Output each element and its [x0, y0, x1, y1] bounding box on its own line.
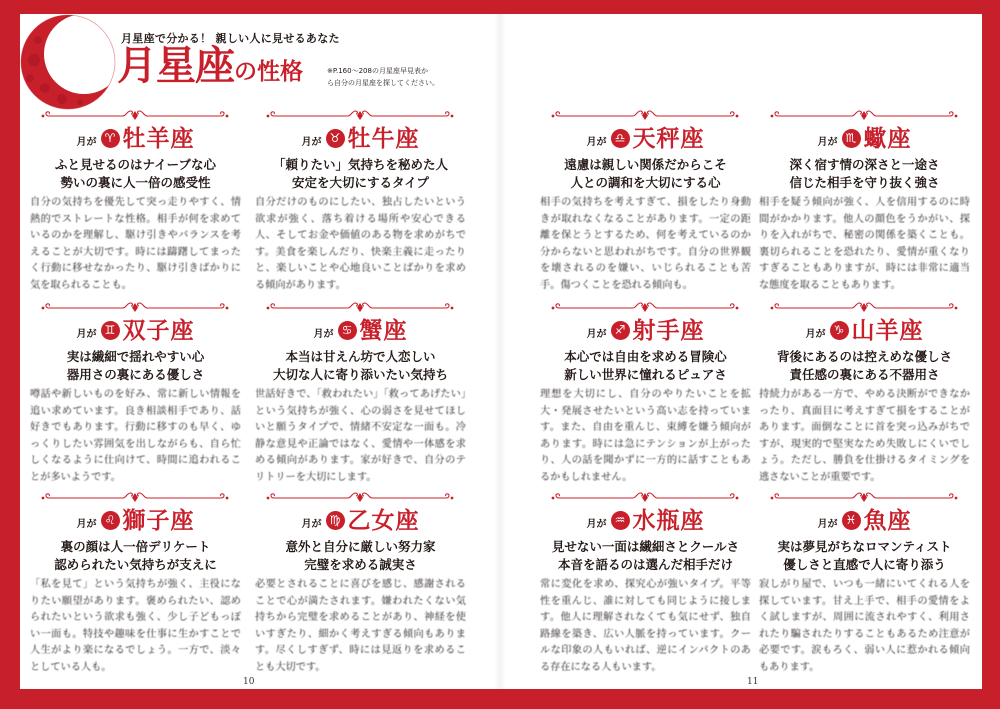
sign-card-libra [538, 106, 753, 296]
sign-description: 世話好きで、「救われたい」「救ってあげたい」という気持ちが強く、心の弱さを見せてほしいと願うタイプで、情緒不安定な一面も。冷静な意見や正論ではなく、愛情や一体感を求める傾向があります。家が好きで、自分のテリトリーを大切にします。 [255, 389, 466, 483]
heading-line-1: ふと見せるのはナイーブな心 [54, 157, 216, 172]
sign-description: 理想を大切にし、自分のやりたいことを拡大・発展させたいという高い志を持っています。また、自由を重んじ、束縛を嫌う傾向があります。時には急にテンションが上がったり、人の話を聞かずに一方的に話すこともあるかもしれません。 [540, 389, 751, 483]
heading-line-1: 背後にあるのは控えめな優しさ [776, 349, 952, 364]
sign-card-gemini [28, 298, 243, 488]
moon-prefix: 月が [586, 519, 607, 530]
sign-card-cancer [253, 298, 468, 488]
heading-line-1: 実は繊細で揺れやすい心 [66, 349, 205, 364]
virgo-symbol-icon: ♍ [326, 511, 345, 530]
sign-card-sagittarius [538, 298, 753, 488]
sign-name: 蠍座 [863, 124, 912, 152]
sign-card-aquarius [538, 488, 753, 678]
sign-card-pisces [757, 488, 972, 678]
sign-heading [538, 156, 753, 192]
reference-note-line-1: ※P.160～208の月星座早見表か [327, 67, 428, 75]
sign-description: 必要とされることに喜びを感じ、感謝されることで心が満たされます。嫌われたくない気持ちから完璧を求めることがあり、神経を使いすぎたり、細かく考えすぎる傾向もあります。尽くしすぎず、時には見返りを求めることも大切です。 [255, 579, 466, 673]
heading-line-2: 人との調和を大切にする心 [570, 175, 721, 190]
ornament-divider [40, 298, 230, 314]
heading-line-1: 裏の顔は人一倍デリケート [60, 539, 211, 554]
sign-card-virgo [253, 488, 468, 678]
ornament-divider [40, 106, 230, 122]
heading-line-2: 安定を大切にするタイプ [292, 175, 429, 190]
moon-prefix: 月が [301, 137, 322, 148]
reference-note-line-2: ら自分の月星座を探してください。 [327, 79, 439, 87]
moon-prefix: 月が [313, 329, 334, 340]
sign-card-leo [28, 488, 243, 678]
ornament-divider [769, 298, 959, 314]
heading-line-2: 認められたい気持ちが支えに [54, 557, 217, 572]
heading-line-1: 遠慮は親しい関係だからこそ [564, 157, 727, 172]
ornament-divider [550, 298, 740, 314]
sign-description: 相手の気持ちを考えすぎて、損をしたり身動きが取れなくなることがあります。一定の距離を保とうとするため、何を考えているのか分からないと思われがちです。自分の世界観を壊されるのを嫌い、いじられることも苦手。傷つくことを恐れる傾向も。 [540, 197, 751, 291]
sign-name: 蟹座 [359, 316, 408, 344]
page-title-sub: の性格 [234, 58, 303, 85]
sign-title [538, 124, 753, 152]
heading-line-2: 大切な人に寄り添いたい気持ち [272, 367, 448, 382]
moon-prefix: 月が [76, 137, 97, 148]
sign-name: 牡羊座 [122, 124, 195, 152]
pisces-symbol-icon: ♓ [842, 511, 861, 530]
ornament-divider [550, 106, 740, 122]
capricorn-symbol-icon: ♑ [830, 321, 849, 340]
sign-title [538, 316, 753, 344]
sign-name: 山羊座 [851, 316, 924, 344]
page-title [117, 42, 303, 89]
sign-title [757, 316, 972, 344]
heading-line-2: 完璧を求める誠実さ [304, 557, 417, 572]
sign-description: 噂話や新しいものを好み、常に新しい情報を追い求めています。良き相談相手であり、話好きでもあります。行動に移すのも早く、ゆっくりしたい雰囲気を出しながらも、自ら忙しくなるように仕向けて、時間に追われることが多いようです。 [30, 389, 241, 483]
sign-heading [538, 538, 753, 574]
sign-description: 「私を見て」という気持ちが強く、主役になりたい願望があります。褒められたい、認められたいという欲求も強く、少し子どもっぽい一面も。特技や趣味を仕事に生かすことで人生がより楽になるでしょう。一方で、淡々としている人も。 [30, 579, 241, 673]
heading-line-2: 勢いの裏に人一倍の感受性 [60, 175, 211, 190]
cancer-symbol-icon: ♋ [338, 321, 357, 340]
sign-name: 乙女座 [347, 506, 420, 534]
aries-symbol-icon: ♈ [101, 129, 120, 148]
sign-heading [28, 348, 243, 384]
sign-card-scorpio [757, 106, 972, 296]
heading-line-1: 実は夢見がちなロマンティスト [777, 539, 952, 554]
moon-prefix: 月が [586, 329, 607, 340]
sign-title [28, 124, 243, 152]
sign-heading [538, 348, 753, 384]
moon-prefix: 月が [805, 329, 826, 340]
sign-name: 双子座 [122, 316, 195, 344]
moon-prefix: 月が [817, 137, 838, 148]
moon-prefix: 月が [301, 519, 322, 530]
heading-line-2: 優しさと直感で人に寄り添う [783, 557, 946, 572]
sign-title [253, 124, 468, 152]
sign-heading [253, 538, 468, 574]
sign-card-capricorn [757, 298, 972, 488]
aquarius-symbol-icon: ♒ [611, 511, 630, 530]
sign-name: 水瓶座 [632, 506, 705, 534]
sign-description: 寂しがり屋で、いつも一緒にいてくれる人を探しています。甘え上手で、相手の愛情をよく試しますが、周囲に流されやすく、利用されたり騙されたりすることもあるため注意が必要です。涙もろく、弱い人に惹かれる傾向もあります。 [759, 579, 970, 673]
sign-heading [757, 156, 972, 192]
sign-description: 持続力がある一方で、やめる決断ができなかったり、真面目に考えすぎて損をすることがあります。面倒なことに首を突っ込みがちですが、現実的で堅実なため失敗しにくいでしょう。ただし、勝負を仕掛けるタイミングを逃さないことが重要です。 [759, 389, 970, 483]
libra-symbol-icon: ♎ [611, 129, 630, 148]
gemini-symbol-icon: ♊ [101, 321, 120, 340]
heading-line-2: 責任感の裏にある不器用さ [789, 367, 940, 382]
ornament-divider [265, 106, 455, 122]
scorpio-symbol-icon: ♏ [842, 129, 861, 148]
sign-description: 常に変化を求め、探究心が強いタイプ。平等性を重んじ、誰に対しても同じように接します。他人に理解されなくても気にせず、独自路線を築き、広い人脈を持っています。クールな印象の人もいれば、逆にインパクトのある存在になる人もいます。 [540, 579, 751, 673]
page-number-left: 10 [243, 677, 255, 687]
sign-heading [757, 538, 972, 574]
ornament-divider [265, 488, 455, 504]
sign-heading [28, 538, 243, 574]
sign-title [28, 506, 243, 534]
sign-card-aries [28, 106, 243, 296]
heading-line-1: 本心では自由を求める冒険心 [564, 349, 727, 364]
heading-line-1: 見せない一面は繊細さとクールさ [551, 539, 740, 554]
sign-title [28, 316, 243, 344]
leo-symbol-icon: ♌ [101, 511, 120, 530]
sign-description: 自分だけのものにしたい、独占したいという欲求が強く、落ち着ける場所や安心できる人、そしてお金や価値のある物を求めがちです。美食を楽しんだり、快楽主義に走ったりと、楽しいことや心地良いことばかりを求める傾向があります。 [255, 197, 466, 291]
header-kicker: 月星座で分かる！ 親しい人に見せるあなた [121, 32, 340, 45]
sign-title [757, 506, 972, 534]
sign-name: 獅子座 [122, 506, 195, 534]
heading-line-1: 意外と自分に厳しい努力家 [285, 539, 436, 554]
ornament-divider [265, 298, 455, 314]
moon-prefix: 月が [76, 329, 97, 340]
sign-heading [757, 348, 972, 384]
heading-line-1: 本当は甘えん坊で人恋しい [285, 349, 436, 364]
ornament-divider [550, 488, 740, 504]
heading-line-1: 「頼りたい」気持ちを秘めた人 [272, 157, 448, 172]
ornament-divider [769, 106, 959, 122]
sign-heading [253, 348, 468, 384]
ornament-divider [769, 488, 959, 504]
page-title-main: 月星座 [117, 42, 234, 89]
sign-name: 射手座 [632, 316, 705, 344]
sign-name: 牡牛座 [347, 124, 420, 152]
sign-description: 相手を疑う傾向が強く、人を信用するのに時間がかかります。他人の顔色をうかがい、探りを入れがちで、秘密の関係を築くことも。裏切られることを恐れたり、愛情が重くなりすぎることもありますが、時には非常に適当な態度を取ることもあります。 [759, 197, 970, 291]
sign-title [253, 316, 468, 344]
moon-prefix: 月が [586, 137, 607, 148]
heading-line-1: 深く宿す情の深さと一途さ [789, 157, 940, 172]
sign-heading [28, 156, 243, 192]
ornament-divider [40, 488, 230, 504]
heading-line-2: 器用さの裏にある優しさ [66, 367, 205, 382]
sign-title [757, 124, 972, 152]
heading-line-2: 本音を語るのは選んだ相手だけ [557, 557, 733, 572]
sagittarius-symbol-icon: ♐ [611, 321, 630, 340]
crescent-moon-icon [0, 0, 130, 120]
sign-description: 自分の気持ちを優先して突っ走りやすく、情熱的でストレートな性格。相手が何を求めているのかを理解し、駆け引きやバランスを考えることが大切です。時には躊躇してまったく行動に移せなかったり、駆け引きばかりに気を取られることも。 [30, 197, 241, 291]
taurus-symbol-icon: ♉ [326, 129, 345, 148]
sign-card-taurus [253, 106, 468, 296]
page-gutter [494, 14, 506, 689]
heading-line-2: 信じた相手を守り抜く強さ [789, 175, 940, 190]
heading-line-2: 新しい世界に憧れるピュアさ [564, 367, 727, 382]
sign-name: 魚座 [863, 506, 912, 534]
reference-note [327, 65, 439, 89]
sign-name: 天秤座 [632, 124, 705, 152]
moon-prefix: 月が [817, 519, 838, 530]
sign-heading [253, 156, 468, 192]
sign-title [253, 506, 468, 534]
moon-prefix: 月が [76, 519, 97, 530]
sign-title [538, 506, 753, 534]
page-number-right: 11 [747, 677, 759, 687]
